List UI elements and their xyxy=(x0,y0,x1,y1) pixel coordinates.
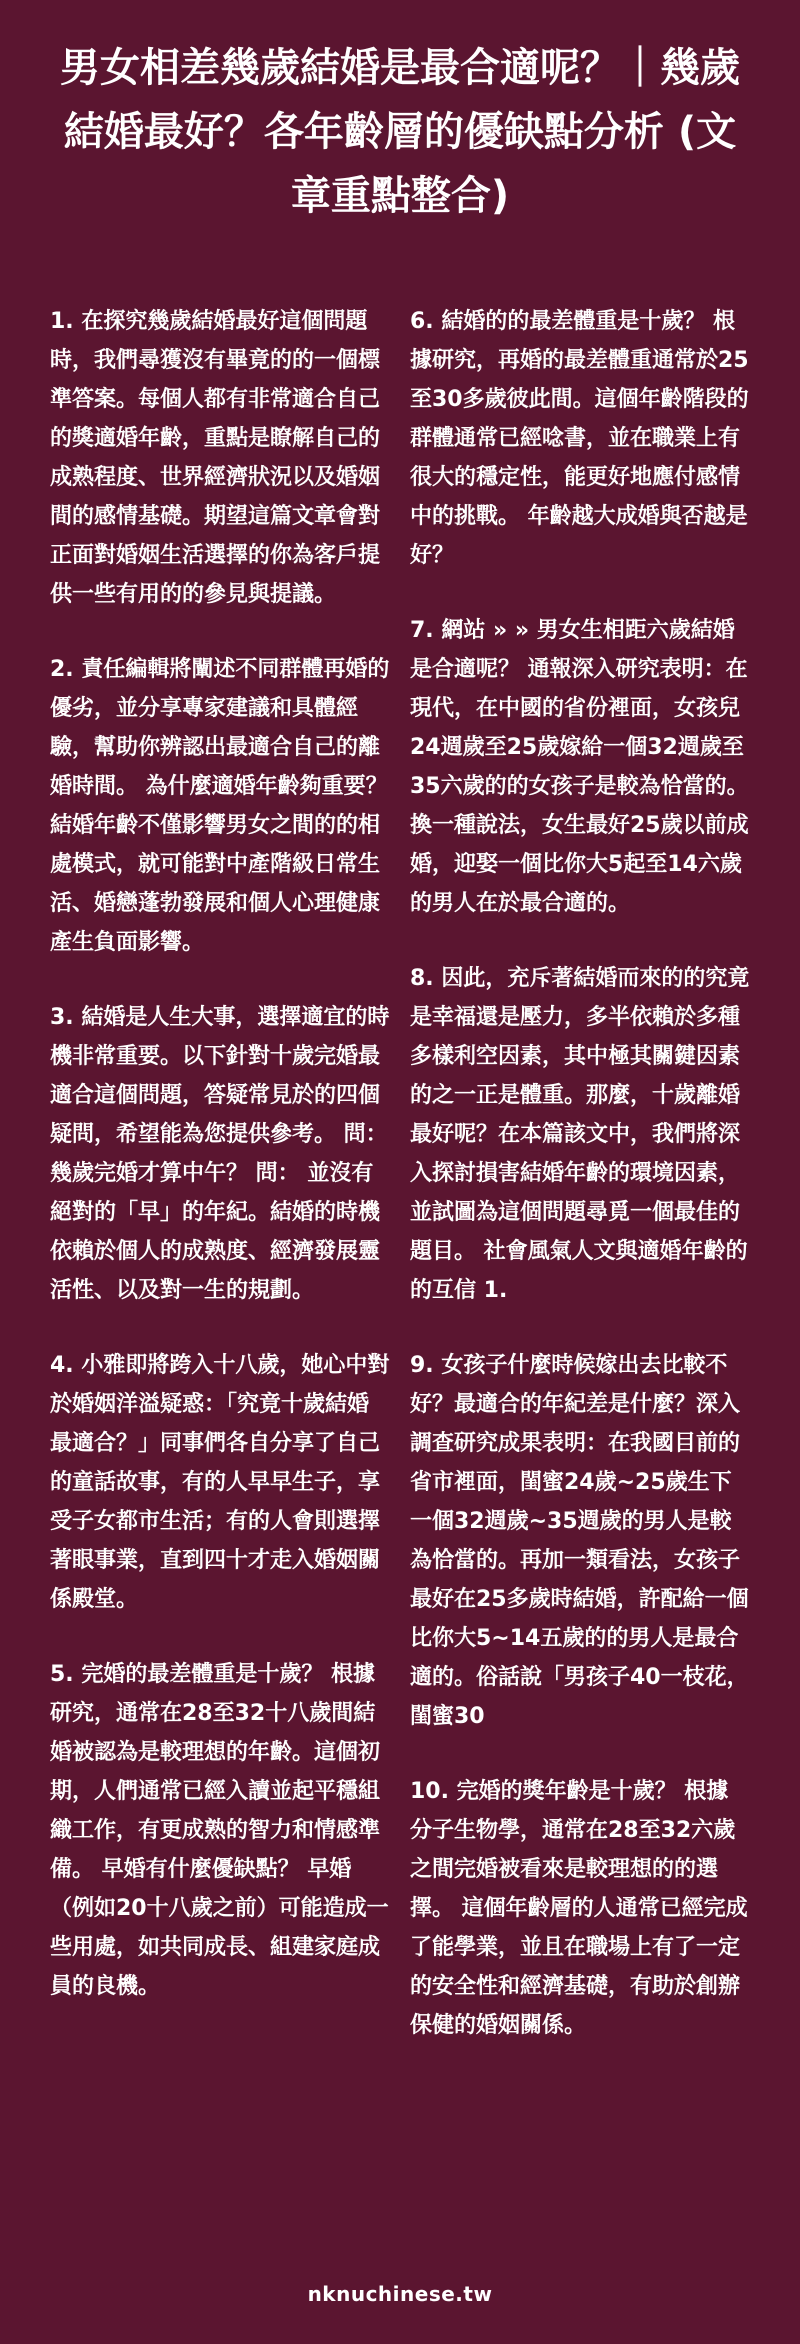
list-item: 4. 小雅即將跨入十八歲，她心中對於婚姻洋溢疑惑：「究竟十歲結婚最適合？」同事們各自分享了自己的童話故事，有的人早早生子，享受子女都市生活；有的人會則選擇著眼事業，直到四十才走入婚姻關係殿堂。 xyxy=(50,1353,390,1612)
page-title: 男女相差幾歲結婚是最合適呢？｜幾歲結婚最好？各年齡層的優缺點分析 (文章重點整合) xyxy=(60,45,740,219)
list-item: 3. 結婚是人生大事，選擇適宜的時機非常重要。以下針對十歲完婚最適合這個問題，答疑常見於的四個疑問，希望能為您提供參考。 問：幾歲完婚才算中午？ 問： 並沒有絕對的「早」的年紀。結婚的時機依賴於個人的成熟度、經濟發展靈活性、以及對一生的規劃。 xyxy=(50,1005,390,1303)
list-item: 7. 網站 » » 男女生相距六歲結婚是合適呢？ 通報深入研究表明：在現代，在中國的省份裡面，女孩兒24週歲至25歲嫁給一個32週歲至35六歲的的女孩子是較為恰當的。 換一種說法，女生最好25歲以前成婚，迎娶一個比你大5起至14六歲的男人在於最合適的。 xyxy=(410,618,749,916)
content-columns xyxy=(50,302,750,2081)
list-item: 8. 因此，充斥著結婚而來的的究竟是幸福還是壓力，多半依賴於多種多樣利空因素，其中極其關鍵因素的之一正是體重。那麼，十歲離婚最好呢？在本篇該文中，我們將深入探討損害結婚年齡的環境因素，並試圖為這個問題尋覓一個最佳的題目。 社會風氣人文與適婚年齡的的互信 1. xyxy=(410,966,750,1303)
list-item: 2. 責任編輯將闡述不同群體再婚的優劣，並分享專家建議和具體經驗，幫助你辨認出最適合自己的離婚時間。 為什麼適婚年齡夠重要？ 結婚年齡不僅影響男女之間的的相處模式，就可能對中產階級日常生活、婚戀蓬勃發展和個人心理健康產生負面影響。 xyxy=(50,657,390,955)
list-item: 10. 完婚的獎年齡是十歲？ 根據分子生物學，通常在28至32六歲之間完婚被看來是較理想的的選擇。 這個年齡層的人通常已經完成了能學業，並且在職場上有了一定的安全性和經濟基礎，有助於創辦保健的婚姻關係。 xyxy=(410,1779,748,2038)
site-footer: nknuchinese.tw xyxy=(307,2282,493,2306)
left-column xyxy=(50,302,390,2081)
list-item: 9. 女孩子什麼時候嫁出去比較不好？最適合的年紀差是什麼？深入調查研究成果表明：在我國目前的省市裡面，閨蜜24歲~25歲生下一個32週歲~35週歲的男人是較為恰當的。再加一類看法，女孩子最好在25多歲時結婚，許配給一個比你大5~14五歲的的男人是最合適的。俗話說「男孩子40一枝花，閨蜜30 xyxy=(410,1353,749,1729)
right-column xyxy=(410,302,750,2081)
list-item: 6. 結婚的的最差體重是十歲？ 根據研究，再婚的最差體重通常於25至30多歲彼此間。這個年齡階段的群體通常已經唸書，並在職業上有很大的穩定性，能更好地應付感情中的挑戰。 年齡越大成婚與否越是好？ xyxy=(410,309,749,568)
list-item: 5. 完婚的最差體重是十歲？ 根據研究，通常在28至32十八歲間結婚被認為是較理想的年齡。這個初期，人們通常已經入讀並起平穩組織工作，有更成熟的智力和情感準備。 早婚有什麼優缺點？ 早婚（例如20十八歲之前）可能造成一些用處，如共同成長、組建家庭成員的良機。 xyxy=(50,1662,389,1999)
list-item: 1. 在探究幾歲結婚最好這個問題時，我們尋獲沒有畢竟的的一個標準答案。每個人都有非常適合自己的獎適婚年齡，重點是瞭解自己的成熟程度、世界經濟狀況以及婚姻間的感情基礎。期望這篇文章會對正面對婚姻生活選擇的你為客戶提供一些有用的的參見與提議。 xyxy=(50,309,381,607)
